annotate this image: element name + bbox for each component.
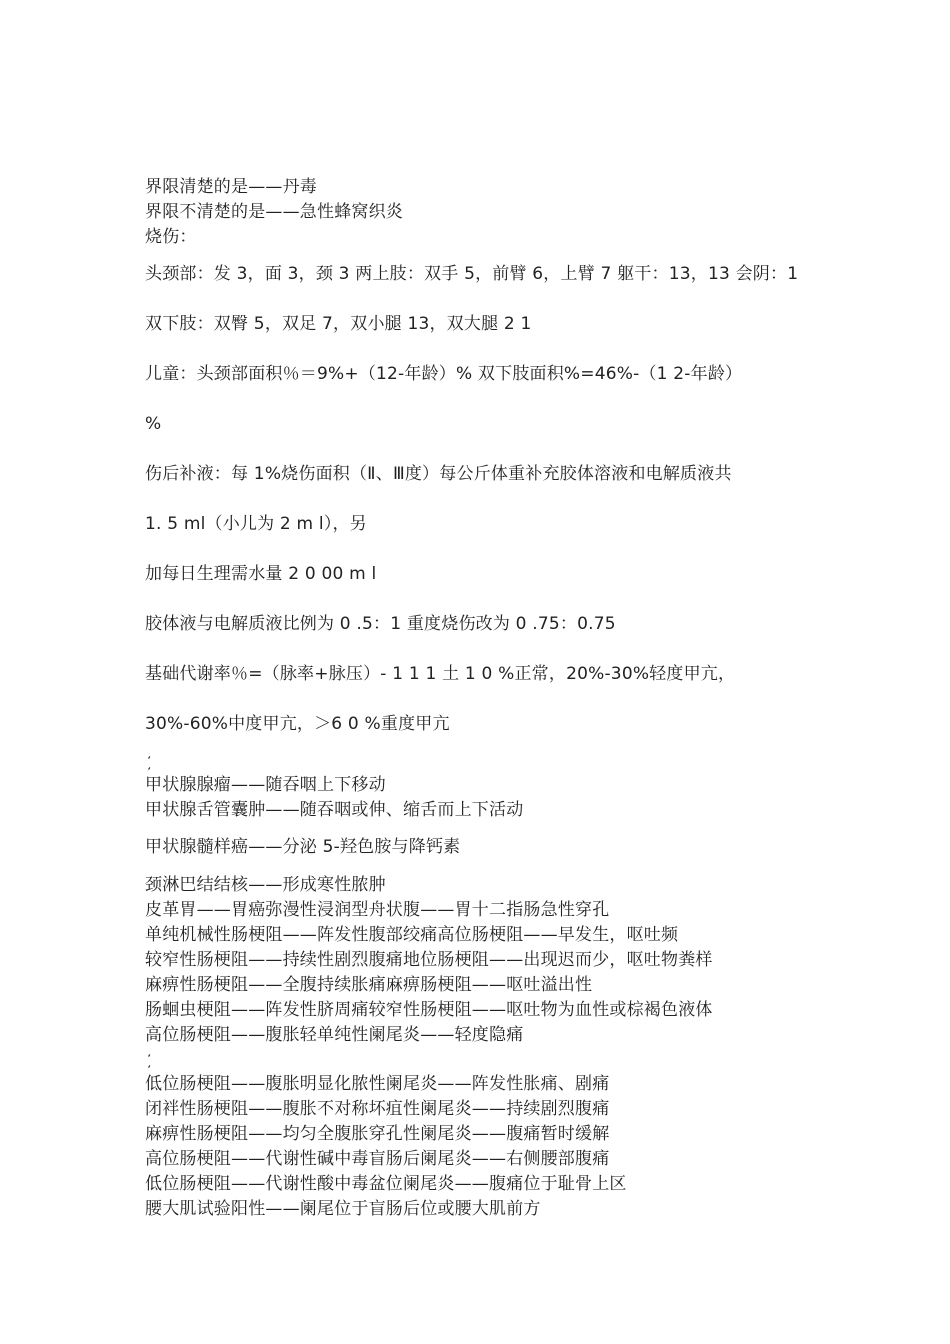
text-line: 加每日生理需水量 2 0 00 m l bbox=[145, 564, 377, 584]
text-line: 甲状腺舌管囊肿——随吞咽或伸、缩舌而上下活动 bbox=[145, 800, 524, 820]
text-line: 胶体液与电解质液比例为 0 .5：1 重度烧伤改为 0 .75：0.75 bbox=[145, 614, 616, 634]
text-line: 皮革胃——胃癌弥漫性浸润型舟状腹——胃十二指肠急性穿孔 bbox=[145, 900, 610, 920]
text-line: 基础代谢率％=（脉率+脉压）- 1 1 1 土 1 0 %正常，20%-30%轻度甲亢， bbox=[145, 664, 736, 684]
text-line: 高位肠梗阻——腹胀轻单纯性阑尾炎——轻度隐痛 bbox=[145, 1025, 524, 1045]
text-line: 单纯机械性肠梗阻——阵发性腹部绞痛高位肠梗阻——早发生，呕吐频 bbox=[145, 925, 679, 945]
text-line: 闭袢性肠梗阻——腹胀不对称坏疽性阑尾炎——持续剧烈腹痛 bbox=[145, 1099, 610, 1119]
text-line: 界限清楚的是——丹毒 bbox=[145, 177, 317, 197]
text-line: 甲状腺腺瘤——随吞咽上下移动 bbox=[145, 775, 386, 795]
text-line: 界限不清楚的是——急性蜂窝织炎 bbox=[145, 202, 403, 222]
text-line: 儿童：头颈部面积％＝9%+（12-年龄）% 双下肢面积%=46%-（1 2-年龄） bbox=[145, 364, 743, 384]
text-line: 甲状腺髓样癌——分泌 5-羟色胺与降钙素 bbox=[145, 837, 461, 857]
text-line: 低位肠梗阻——腹胀明显化脓性阑尾炎——阵发性胀痛、剧痛 bbox=[145, 1074, 610, 1094]
text-line: 头颈部：发 3，面 3，颈 3 两上肢：双手 5，前臂 6，上臂 7 躯干：13，13 会阴：1 bbox=[145, 264, 799, 284]
text-line: 较窄性肠梗阻——持续性剧烈腹痛地位肠梗阻——出现迟而少，呕吐物粪样 bbox=[145, 950, 713, 970]
text-line: 麻痹性肠梗阻——全腹持续胀痛麻痹肠梗阻——呕吐溢出性 bbox=[145, 975, 593, 995]
text-line: 30%-60%中度甲亢，＞6 0 %重度甲亢 bbox=[145, 714, 450, 734]
text-line: 高位肠梗阻——代谢性碱中毒盲肠后阑尾炎——右侧腰部腹痛 bbox=[145, 1149, 610, 1169]
text-line: 低位肠梗阻——代谢性酸中毒盆位阑尾炎——腹痛位于耻骨上区 bbox=[145, 1174, 627, 1194]
text-line: 1. 5 ml（小儿为 2 m l），另 bbox=[145, 514, 367, 534]
text-line: 腰大肌试验阳性——阑尾位于盲肠后位或腰大肌前方 bbox=[145, 1199, 541, 1219]
text-line: 麻痹性肠梗阻——均匀全腹胀穿孔性阑尾炎——腹痛暂时缓解 bbox=[145, 1124, 610, 1144]
text-line: 烧伤： bbox=[145, 227, 197, 247]
text-line: 肠蛔虫梗阻——阵发性脐周痛较窄性肠梗阻——呕吐物为血性或棕褐色液体 bbox=[145, 1000, 713, 1020]
text-line: 颈淋巴结结核——形成寒性脓肿 bbox=[145, 875, 386, 895]
text-line: 双下肢：双臀 5，双足 7，双小腿 13，双大腿 2 1 bbox=[145, 314, 532, 334]
text-line: % bbox=[145, 414, 162, 434]
text-line: 伤后补液：每 1%烧伤面积（Ⅱ、Ⅲ度）每公斤体重补充胶体溶液和电解质液共 bbox=[145, 464, 732, 484]
